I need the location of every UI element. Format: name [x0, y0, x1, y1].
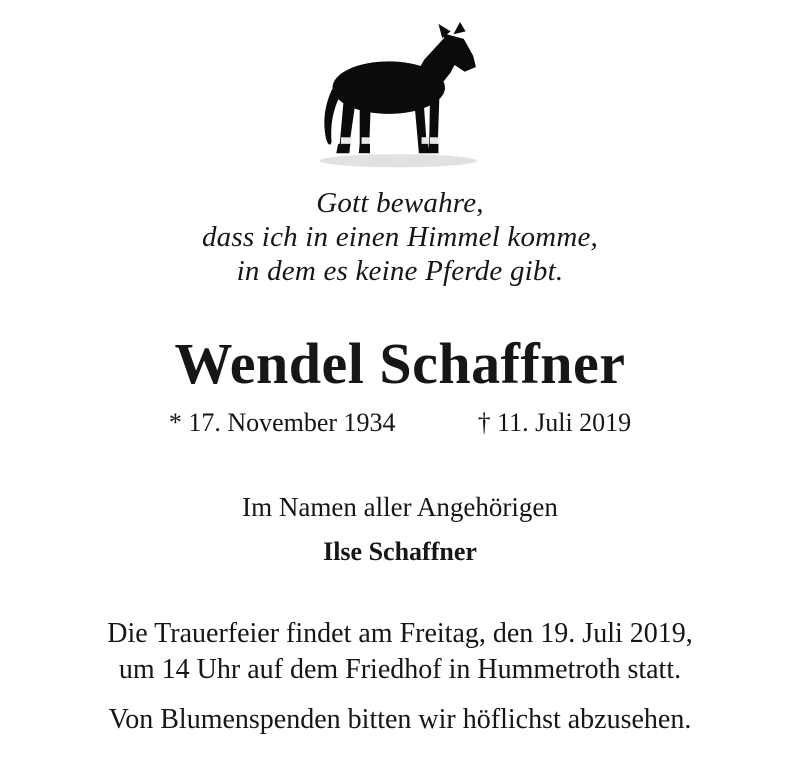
service-line: um 14 Uhr auf dem Friedhof in Hummetroth statt.: [118, 654, 682, 685]
deceased-name: Wendel Schaffner: [174, 331, 626, 396]
memorial-quote: [0, 186, 800, 288]
horse-image: [284, 22, 516, 172]
quote-line: dass ich in einen Himmel komme,: [201, 221, 598, 253]
family-member-name: Ilse Schaffner: [323, 537, 477, 566]
birth-date: * 17. November 1934: [168, 408, 396, 437]
quote-line: in dem es keine Pferde gibt.: [236, 255, 564, 287]
quote-line: Gott bewahre,: [316, 187, 484, 219]
life-dates: [0, 406, 800, 440]
horse-shadow: [319, 154, 477, 167]
death-date: † 11. Juli 2019: [477, 408, 632, 437]
service-line: Die Trauerfeier findet am Freitag, den 19. Juli 2019,: [107, 618, 693, 649]
horse-photo-container: [0, 0, 800, 172]
funeral-service-info: [0, 616, 800, 688]
family-intro: Im Namen aller Angehörigen: [242, 492, 558, 522]
flowers-note: Von Blumenspenden bitten wir höflichst abzusehen.: [108, 704, 692, 735]
